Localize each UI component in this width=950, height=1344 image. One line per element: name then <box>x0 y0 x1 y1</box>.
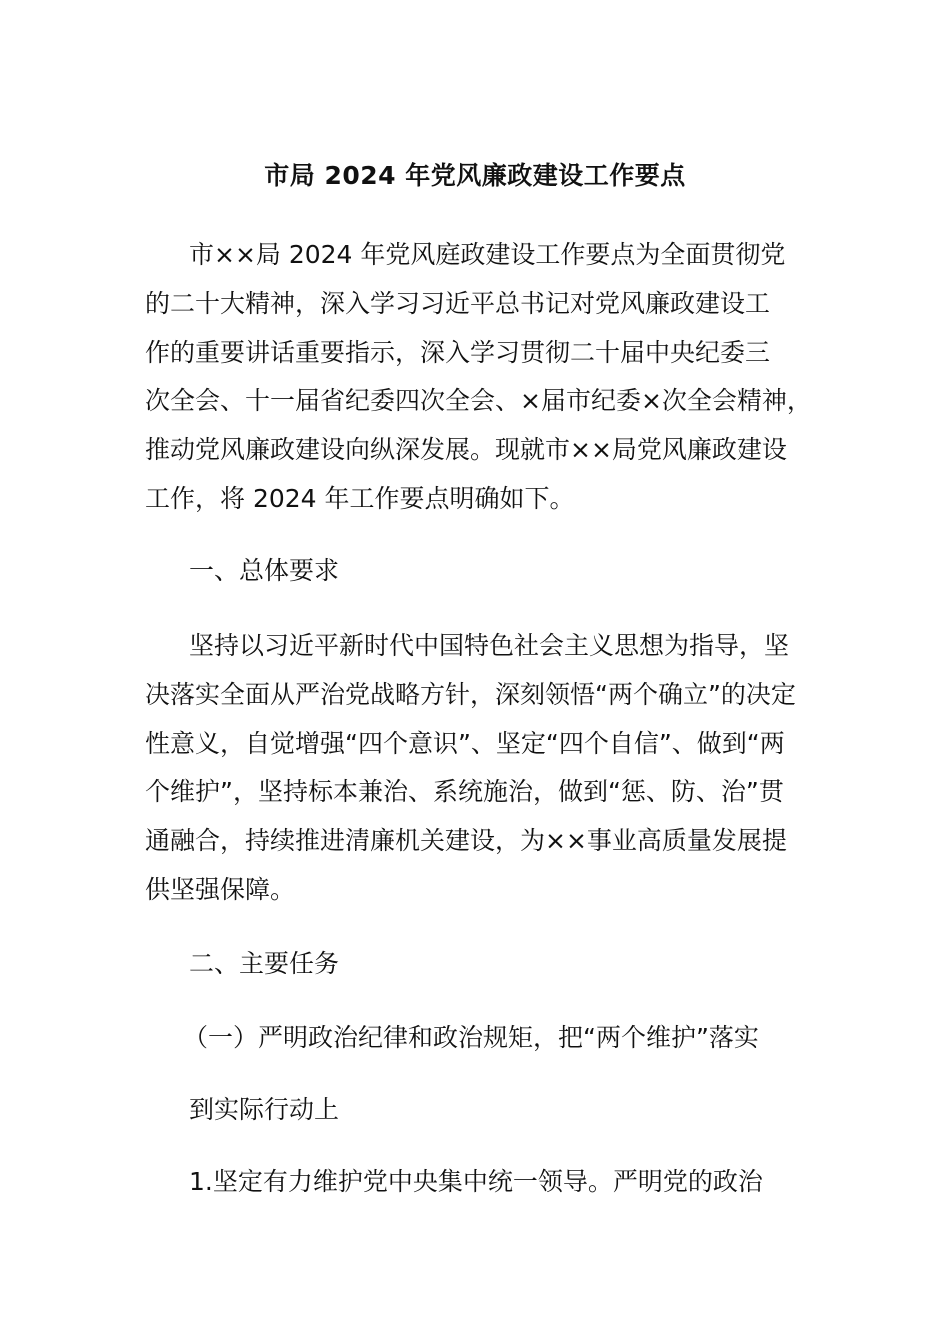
paragraph-line: 坚持以习近平新时代中国特色社会主义思想为指导，坚 <box>189 631 790 660</box>
paragraph-line: 次全会、十一届省纪委四次全会、×届市纪委×次全会精神， <box>145 386 812 416</box>
item-1-text: 1.坚定有力维护党中央集中统一领导。严明党的政治 <box>189 1167 763 1196</box>
paragraph-line: 市××局 2024 年党风庭政建设工作要点为全面贯彻党 <box>189 240 786 269</box>
paragraph-line: 的二十大精神，深入学习习近平总书记对党风廉政建设工 <box>145 288 771 318</box>
intro-paragraph <box>145 231 845 524</box>
subheading-line-1: （一）严明政治纪律和政治规矩，把“两个维护”落实 <box>183 1023 759 1052</box>
paragraph-line: 作的重要讲话重要指示，深入学习贯彻二十届中央纪委三 <box>145 337 771 367</box>
subheading-line-2: 到实际行动上 <box>189 1095 340 1124</box>
section-heading-main-tasks: 二、主要任务 <box>189 949 340 978</box>
paragraph-line: 推动党风廉政建设向纵深发展。现就市××局党风廉政建设 <box>145 435 787 465</box>
paragraph-line: 通融合，持续推进清廉机关建设，为××事业高质量发展提 <box>145 826 787 856</box>
document-title: 市局 2024 年党风廉政建设工作要点 <box>264 161 686 190</box>
paragraph-line: 供坚强保障。 <box>145 874 296 904</box>
paragraph-line: 决落实全面从严治党战略方针，深刻领悟“两个确立”的决定 <box>145 679 796 709</box>
section-heading-general-requirements: 一、总体要求 <box>189 556 340 585</box>
general-requirements-paragraph <box>145 622 845 915</box>
paragraph-line: 工作，将 2024 年工作要点明确如下。 <box>145 483 575 513</box>
paragraph-line: 性意义，自觉增强“四个意识”、坚定“四个自信”、做到“两 <box>145 728 785 758</box>
paragraph-line: 个维护”，坚持标本兼治、系统施治，做到“惩、防、治”贯 <box>145 777 784 807</box>
